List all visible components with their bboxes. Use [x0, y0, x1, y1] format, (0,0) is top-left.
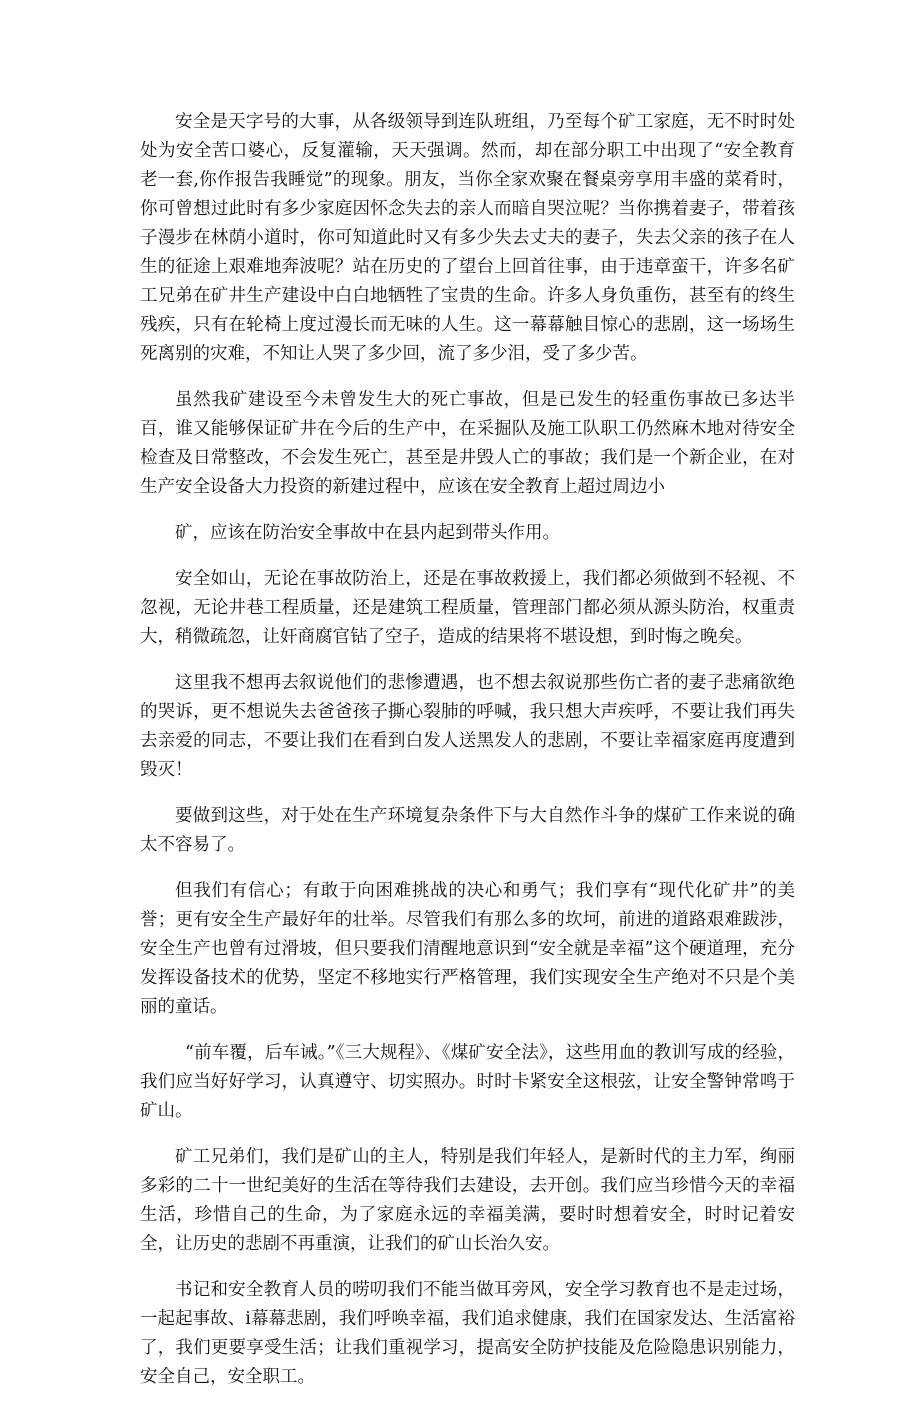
article-body [140, 108, 795, 1409]
paragraph-6: 要做到这些，对于处在生产环境复杂条件下与大自然作斗争的煤矿工作来说的确太不容易了。 [140, 806, 795, 855]
paragraph-8: “前车覆，后车诫。”《三大规程》、《煤矿安全法》，这些用血的教训写成的经验，我们应当好好学习，认真遵守、切实照办。时时卡紧安全这根弦，让安全警钟常鸣于矿山。 [140, 1043, 795, 1121]
paragraph-10: 书记和安全教育人员的唠叨我们不能当做耳旁风，安全学习教育也不是走过场，一起起事故、i幕幕悲剧，我们呼唤幸福，我们追求健康，我们在国家发达、生活富裕了，我们更要享受生活；让我们重视学习，提高安全防护技能及危险隐患识别能力，安全自己，安全职工。 [140, 1280, 795, 1387]
paragraph-3: 矿，应该在防治安全事故中在县内起到带头作用。 [175, 523, 560, 543]
paragraph-9: 矿工兄弟们，我们是矿山的主人，特别是我们年轻人，是新时代的主力军，绚丽多彩的二十一世纪美好的生活在等待我们去建设，去开创。我们应当珍惜今天的幸福生活，珍惜自己的生命，为了家庭永远的幸福美满，要时时想着安全，时时记着安全，让历史的悲剧不再重演，让我们的矿山长治久安。 [140, 1147, 795, 1254]
paragraph-1: 安全是天字号的大事，从各级领导到连队班组，乃至每个矿工家庭，无不时时处处为安全苦口婆心，反复灌输，天天强调。然而，却在部分职工中出现了“安全教育老一套,你作报告我睡觉”的现象。朋友，当你全家欢聚在餐桌旁享用丰盛的菜肴时，你可曾想过此时有多少家庭因怀念失去的亲人而暗自哭泣呢？当你携着妻子，带着孩子漫步在林荫小道时，你可知道此时又有多少失去丈夫的妻子，失去父亲的孩子在人生的征途上艰难地奔波呢？站在历史的了望台上回首往事，由于违章蛮干，许多名矿工兄弟在矿井生产建设中白白地牺牲了宝贵的生命。许多人身负重伤，甚至有的终生残疾，只有在轮椅上度过漫长而无味的人生。这一幕幕触目惊心的悲剧，这一场场生死离别的灾难，不知让人哭了多少回，流了多少泪，受了多少苦。 [140, 112, 795, 364]
paragraph-5: 这里我不想再去叙说他们的悲惨遭遇，也不想去叙说那些伤亡者的妻子悲痛欲绝的哭诉，更不想说失去爸爸孩子撕心裂肺的呼喊，我只想大声疾呼，不要让我们再失去亲爱的同志，不要让我们在看到白发人送黑发人的悲剧，不要让幸福家庭再度遭到毁灭！ [140, 673, 795, 780]
paragraph-4: 安全如山，无论在事故防治上，还是在事故救援上，我们都必须做到不轻视、不忽视，无论井巷工程质量，还是建筑工程质量，管理部门都必须从源头防治，权重责大，稍微疏忽，让奸商腐官钻了空子，造成的结果将不堪设想，到时悔之晚矣。 [140, 569, 795, 647]
paragraph-2: 虽然我矿建设至今未曾发生大的死亡事故，但是已发生的轻重伤事故已多达半百，谁又能够保证矿井在今后的生产中，在采掘队及施工队职工仍然麻木地对待安全检查及日常整改，不会发生死亡，甚至是井毁人亡的事故；我们是一个新企业，在对生产安全设备大力投资的新建过程中，应该在安全教育上超过周边小 [140, 390, 795, 497]
paragraph-7: 但我们有信心；有敢于向困难挑战的决心和勇气；我们享有“现代化矿井”的美誉；更有安全生产最好年的壮举。尽管我们有那么多的坎坷，前进的道路艰难跋涉，安全生产也曾有过滑坡，但只要我们清醒地意识到“安全就是幸福”这个硬道理，充分发挥设备技术的优势，坚定不移地实行严格管理，我们实现安全生产绝对不只是个美丽的童话。 [140, 881, 795, 1017]
